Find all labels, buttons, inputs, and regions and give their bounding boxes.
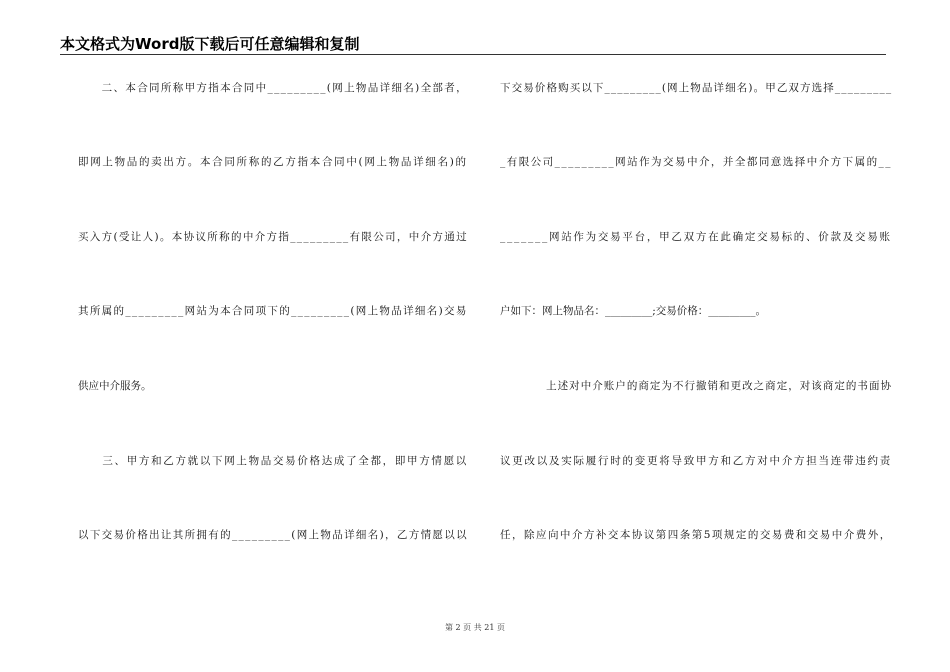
text-line: 上述对中介账户的商定为不行撤销和更改之商定，对该商定的书面协 [500,380,892,392]
text-line: 买入方(受让人)。本协议所称的中介方指_________有限公司，中介方通过 [78,231,468,243]
text-line: 三、甲方和乙方就以下网上物品交易价格达成了全都，即甲方情愿以 [78,455,468,467]
text-line: _______网站作为交易平台，甲乙双方在此确定交易标的、价款及交易账 [500,231,892,243]
text-line: 以下交易价格出让其所拥有的_________(网上物品详细名)，乙方情愿以以 [78,529,468,541]
text-line: _有限公司_________网站作为交易中介，并全都同意选择中介方下属的__ [500,156,892,168]
document-header-title: 本文格式为Word版下载后可任意编辑和复制 [60,35,360,53]
text-line: 即网上物品的卖出方。本合同所称的乙方指本合同中(网上物品详细名)的 [78,156,468,168]
text-line: 供应中介服务。 [78,380,152,392]
text-line: 户如下：网上物品名：_________;交易价格：_________。 [500,305,767,317]
text-line: 任，除应向中介方补交本协议第四条第5项规定的交易费和交易中介费外， [500,529,892,541]
text-line: 其所属的_________网站为本合同项下的_________(网上物品详细名)交易 [78,305,468,317]
text-line: 议更改以及实际履行时的变更将导致甲方和乙方对中介方担当连带违约责 [500,455,892,467]
text-line: 下交易价格购买以下_________(网上物品详细名)。甲乙双方选择_________ [500,82,893,94]
text-line: 二、本合同所称甲方指本合同中_________(网上物品详细名)全部者， [78,82,468,94]
page-number: 第 2 页 共 21 页 [445,623,505,632]
header-divider [60,54,886,55]
